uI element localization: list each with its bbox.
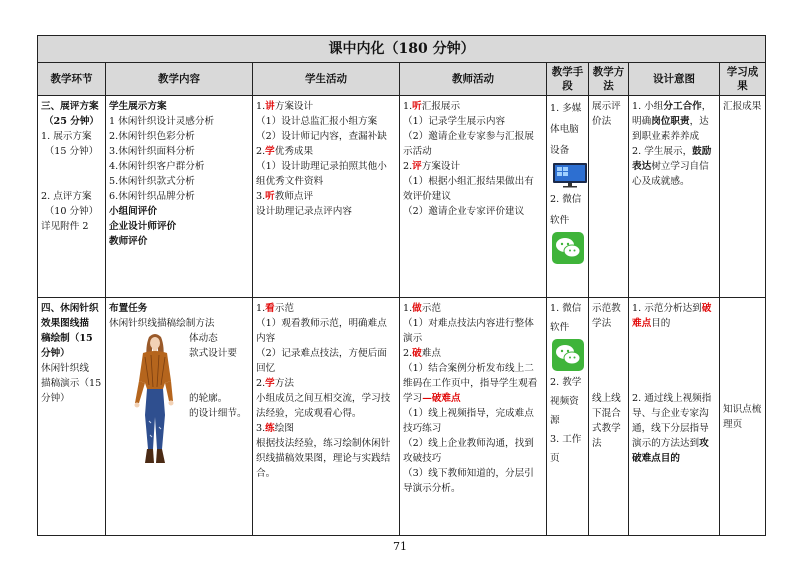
row2-method: 示范教学法 线上线下混合式教学法 xyxy=(589,298,629,536)
header-content: 教学内容 xyxy=(106,63,253,96)
key-char: 评 xyxy=(412,161,422,172)
key-char: 学 xyxy=(265,378,275,389)
row2-means: 1. 微信 软件 2. 教学 视频资 源 3. 工作 页 xyxy=(547,298,589,536)
monitor-icon xyxy=(552,162,588,188)
row1-method: 展示评价法 xyxy=(589,96,629,298)
row1-stage-sub1: 1. 展示方案 xyxy=(41,131,92,142)
key-char: 听 xyxy=(265,191,275,202)
list-item: 4.休闲针织客户群分析 xyxy=(109,161,205,172)
row2-teacher: 1.做示范 （1）对难点技法内容进行整体演示 2.破难点 （1）结合案例分析发布线上二维码在工作页中，指导学生观看学习—破难点 （1）线上视频指导，完成难点技巧练习 （2）线上企业教师沟通，找到攻破技巧 （3）线下教师知道的，分层引导演示分析。 xyxy=(400,298,547,536)
row1-stage-time: （25 分钟） xyxy=(43,116,100,127)
header-teacher: 教师活动 xyxy=(400,63,547,96)
key-char: 听 xyxy=(412,101,422,112)
row1-teacher: 1.听汇报展示 （1）记录学生展示内容 （2）邀请企业专家参与汇报展示活动 2.评方案设计 （1）根据小组汇报结果做出有效评价建议 （2）邀请企业专家评价建议 xyxy=(400,96,547,298)
row2-content-title: 布置任务 xyxy=(109,303,148,314)
row2-student: 1.看示范 （1）观看教师示范，明确难点内容 （2）记录难点技法，方便后面回忆 2.学方法 小组成员之间互相交流，学习技法经验，完成观看心得。 3.练绘图 根据技法经验，练习绘制休闲针织线描稿效果图，理论与实践结合。 xyxy=(253,298,400,536)
header-means: 教学手段 xyxy=(547,63,589,96)
header-row xyxy=(38,63,766,96)
page-number: 71 xyxy=(393,540,407,553)
header-stage: 教学环节 xyxy=(38,63,106,96)
key-char: 破 xyxy=(412,348,422,359)
list-item: 2.休闲针织色彩分析 xyxy=(109,131,195,142)
row1-stage-attachment: 详见附件 2 xyxy=(41,221,89,232)
row1-stage-sub2: 2. 点评方案 xyxy=(41,191,92,202)
header-intent: 设计意图 xyxy=(629,63,720,96)
header-student: 学生活动 xyxy=(253,63,400,96)
list-item: 5.休闲针织款式分析 xyxy=(109,176,195,187)
key-char: 做 xyxy=(412,303,422,314)
list-item: 小组间评价 xyxy=(109,206,157,217)
wechat-icon xyxy=(552,232,584,264)
table-row-showcase xyxy=(38,96,766,298)
list-item: 1 休闲针织设计灵感分析 xyxy=(109,116,215,127)
fashion-sketch-image xyxy=(127,331,183,471)
header-result: 学习成果 xyxy=(720,63,766,96)
row2-stage: 四、休闲针织 效果图线描 稿绘制（15 分钟） 休闲针织线 描稿演示（15 分钟） xyxy=(38,298,106,536)
row1-content xyxy=(106,96,253,298)
table-title: 课中内化（180 分钟） xyxy=(38,36,766,63)
wechat-icon xyxy=(552,339,584,371)
row2-intent: 1. 示范分析达到破难点目的 2. 通过线上视频指导、与企业专家沟通，线下分层指导演示的方法达到攻破难点目的 xyxy=(629,298,720,536)
key-char: 学 xyxy=(265,146,275,157)
list-item: 企业设计师评价 xyxy=(109,221,177,232)
row1-result: 汇报成果 xyxy=(720,96,766,298)
row1-stage-sub2-time: （10 分钟） xyxy=(44,206,99,217)
key-char: 练 xyxy=(265,423,275,434)
row2-result: 知识点梳理页 xyxy=(720,298,766,536)
list-item: 6.休闲针织品牌分析 xyxy=(109,191,195,202)
row1-content-title: 学生展示方案 xyxy=(109,101,167,112)
row1-stage-title: 三、展评方案 xyxy=(41,101,99,112)
row1-stage-sub1-time: （15 分钟） xyxy=(44,146,99,157)
row1-intent: 1. 小组分工合作，明确岗位职责，达到职业素养养成 2. 学生展示，鼓励表达树立学习自信心及成就感。 xyxy=(629,96,720,298)
key-char: 看 xyxy=(265,303,275,314)
list-item: 3.休闲针织面料分析 xyxy=(109,146,195,157)
row2-content: 布置任务 休闲针织线描稿绘制方法 体动态 款式设计要 的轮廓。 的设计细节。 xyxy=(106,298,253,536)
header-method: 教学方法 xyxy=(589,63,629,96)
list-item: 教师评价 xyxy=(109,236,148,247)
key-char: 讲 xyxy=(265,101,275,112)
row1-student: 1.讲方案设计 （1）设计总监汇报小组方案 （2）设计师记内容，查漏补缺 2.学优秀成果 （1）设计助理记录拍照其他小组优秀文件资料 3.听教师点评 设计助理记录点评内容 xyxy=(253,96,400,298)
row1-means: 1. 多媒 体电脑 设备 2. 微信 软件 xyxy=(547,96,589,298)
row1-stage xyxy=(38,96,106,298)
title-row xyxy=(38,36,766,63)
